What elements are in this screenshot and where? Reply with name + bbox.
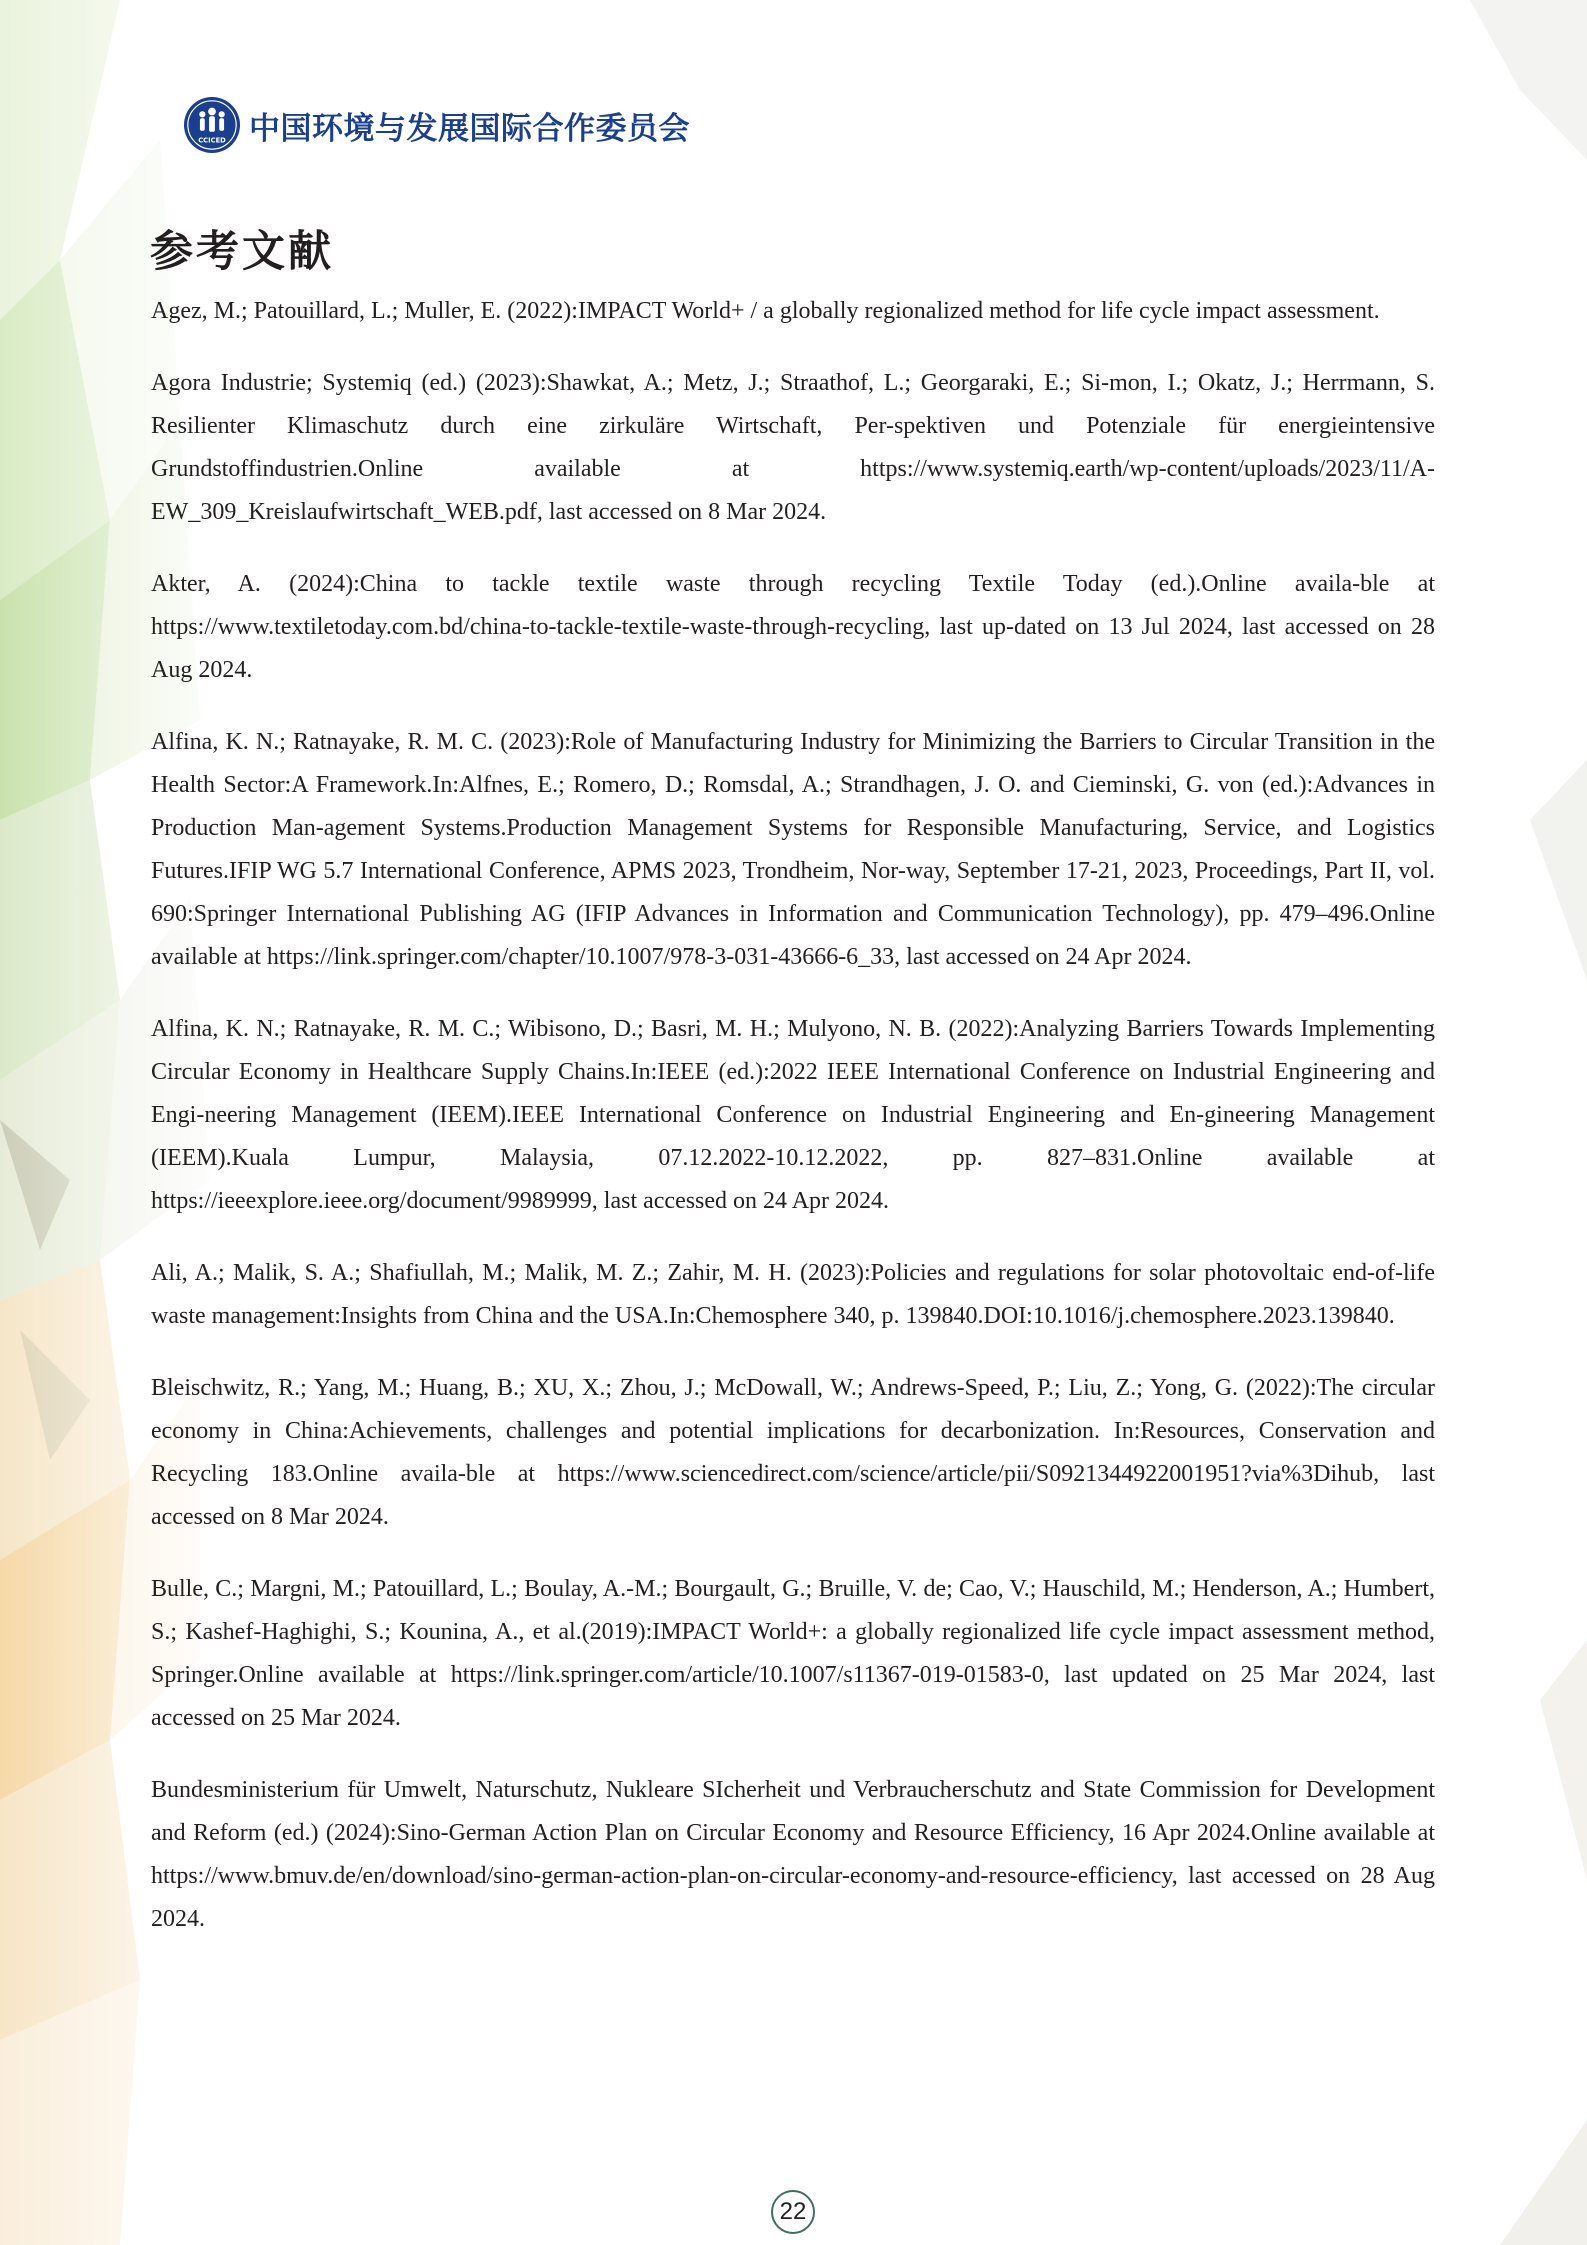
section-title: 参考文献 bbox=[150, 227, 334, 277]
organization-name: 中国环境与发展国际合作委员会 bbox=[249, 110, 690, 147]
reference-entry: Alfina, K. N.; Ratnayake, R. M. C. (2023):Role of Manufacturing Industry for Minimizing the Barriers to Circular Transition in the Health Sector:A Framework.In:Alfnes, E.; Romero, D.; Romsdal, A.; Strandhagen, J. O. and Cieminski, G. von (ed.):Advances in Production Man-agement Systems.Production Management Systems for Responsible Manufacturing, Service, and Logistics Futures.IFIP WG 5.7 International Conference, APMS 2023, Trondheim, Nor-way, September 17-21, 2023, Proceedings, Part II, vol. 690:Springer International Publishing AG (IFIP Advances in Information and Communication Technology), pp. 479–496.Online available at https://link.springer.com/chapter/10.1007/978-3-031-43666-6_33, last accessed on 24 Apr 2024. bbox=[151, 729, 1435, 970]
reference-entry: Alfina, K. N.; Ratnayake, R. M. C.; Wibisono, D.; Basri, M. H.; Mulyono, N. B. (2022):Analyzing Barriers Towards Implementing Circular Economy in Healthcare Supply Chains.In:IEEE (ed.):2022 IEEE International Conference on Industrial Engineering and Engi-neering Management (IEEM).IEEE International Conference on Industrial Engineering and En-gineering Management (IEEM).Kuala Lumpur, Malaysia, 07.12.2022-10.12.2022, pp. 827–831.Online available at https://ieeexplore.ieee.org/document/9989999, last accessed on 24 Apr 2024. bbox=[151, 1016, 1435, 1214]
reference-entry: Bundesministerium für Umwelt, Naturschutz, Nukleare SIcherheit und Verbraucherschutz and State Commission for Development and Reform (ed.) (2024):Sino-German Action Plan on Circular Economy and Resource Efficiency, 16 Apr 2024.Online available at https://www.bmuv.de/en/download/sino-german-action-plan-on-circular-economy-and-resource-efficiency, last accessed on 28 Aug 2024. bbox=[151, 1777, 1435, 1932]
page-header bbox=[183, 96, 690, 154]
reference-entry: Agora Industrie; Systemiq (ed.) (2023):Shawkat, A.; Metz, J.; Straathof, L.; Georgaraki, E.; Si-mon, I.; Okatz, J.; Herrmann, S. Resilienter Klimaschutz durch eine zirkuläre Wirtschaft, Per-spektiven und Potenziale für energieintensive Grundstoffindustrien.Online available at https://www.systemiq.earth/wp-content/uploads/2023/11/A-EW_309_Kreislaufwirtschaft_WEB.pdf, last accessed on 8 Mar 2024. bbox=[151, 370, 1435, 525]
reference-entry: Bleischwitz, R.; Yang, M.; Huang, B.; XU, X.; Zhou, J.; McDowall, W.; Andrews-Speed, P.; Liu, Z.; Yong, G. (2022):The circular economy in China:Achievements, challenges and potential implications for decarbonization. In:Resources, Conservation and Recycling 183.Online availa-ble at https://www.sciencedirect.com/science/article/pii/S0921344922001951?via%3Dihub, last accessed on 8 Mar 2024. bbox=[151, 1375, 1435, 1530]
page-number: 22 bbox=[771, 2190, 815, 2234]
reference-entry: Agez, M.; Patouillard, L.; Muller, E. (2022):IMPACT World+ / a globally regionalized method for life cycle impact assessment. bbox=[151, 298, 1380, 324]
logo-text: CCICED bbox=[198, 136, 226, 145]
cciced-logo-icon bbox=[183, 96, 241, 154]
reference-entry: Bulle, C.; Margni, M.; Patouillard, L.; Boulay, A.-M.; Bourgault, G.; Bruille, V. de; Cao, V.; Hauschild, M.; Henderson, A.; Humbert, S.; Kashef-Haghighi, S.; Kounina, A., et al.(2019):IMPACT World+: a globally regionalized life cycle impact assessment method, Springer.Online available at https://link.springer.com/article/10.1007/s11367-019-01583-0, last updated on 25 Mar 2024, last accessed on 25 Mar 2024. bbox=[151, 1576, 1435, 1731]
reference-entry: Ali, A.; Malik, S. A.; Shafiullah, M.; Malik, M. Z.; Zahir, M. H. (2023):Policies and regulations for solar photovoltaic end-of-life waste management:Insights from China and the USA.In:Chemosphere 340, p. 139840.DOI:10.1016/j.chemosphere.2023.139840. bbox=[151, 1260, 1435, 1329]
reference-entry: Akter, A. (2024):China to tackle textile waste through recycling Textile Today (ed.).Online availa-ble at https://www.textiletoday.com.bd/china-to-tackle-textile-waste-through-recycling, last up-dated on 13 Jul 2024, last accessed on 28 Aug 2024. bbox=[151, 571, 1435, 683]
references-list bbox=[151, 290, 1435, 1970]
